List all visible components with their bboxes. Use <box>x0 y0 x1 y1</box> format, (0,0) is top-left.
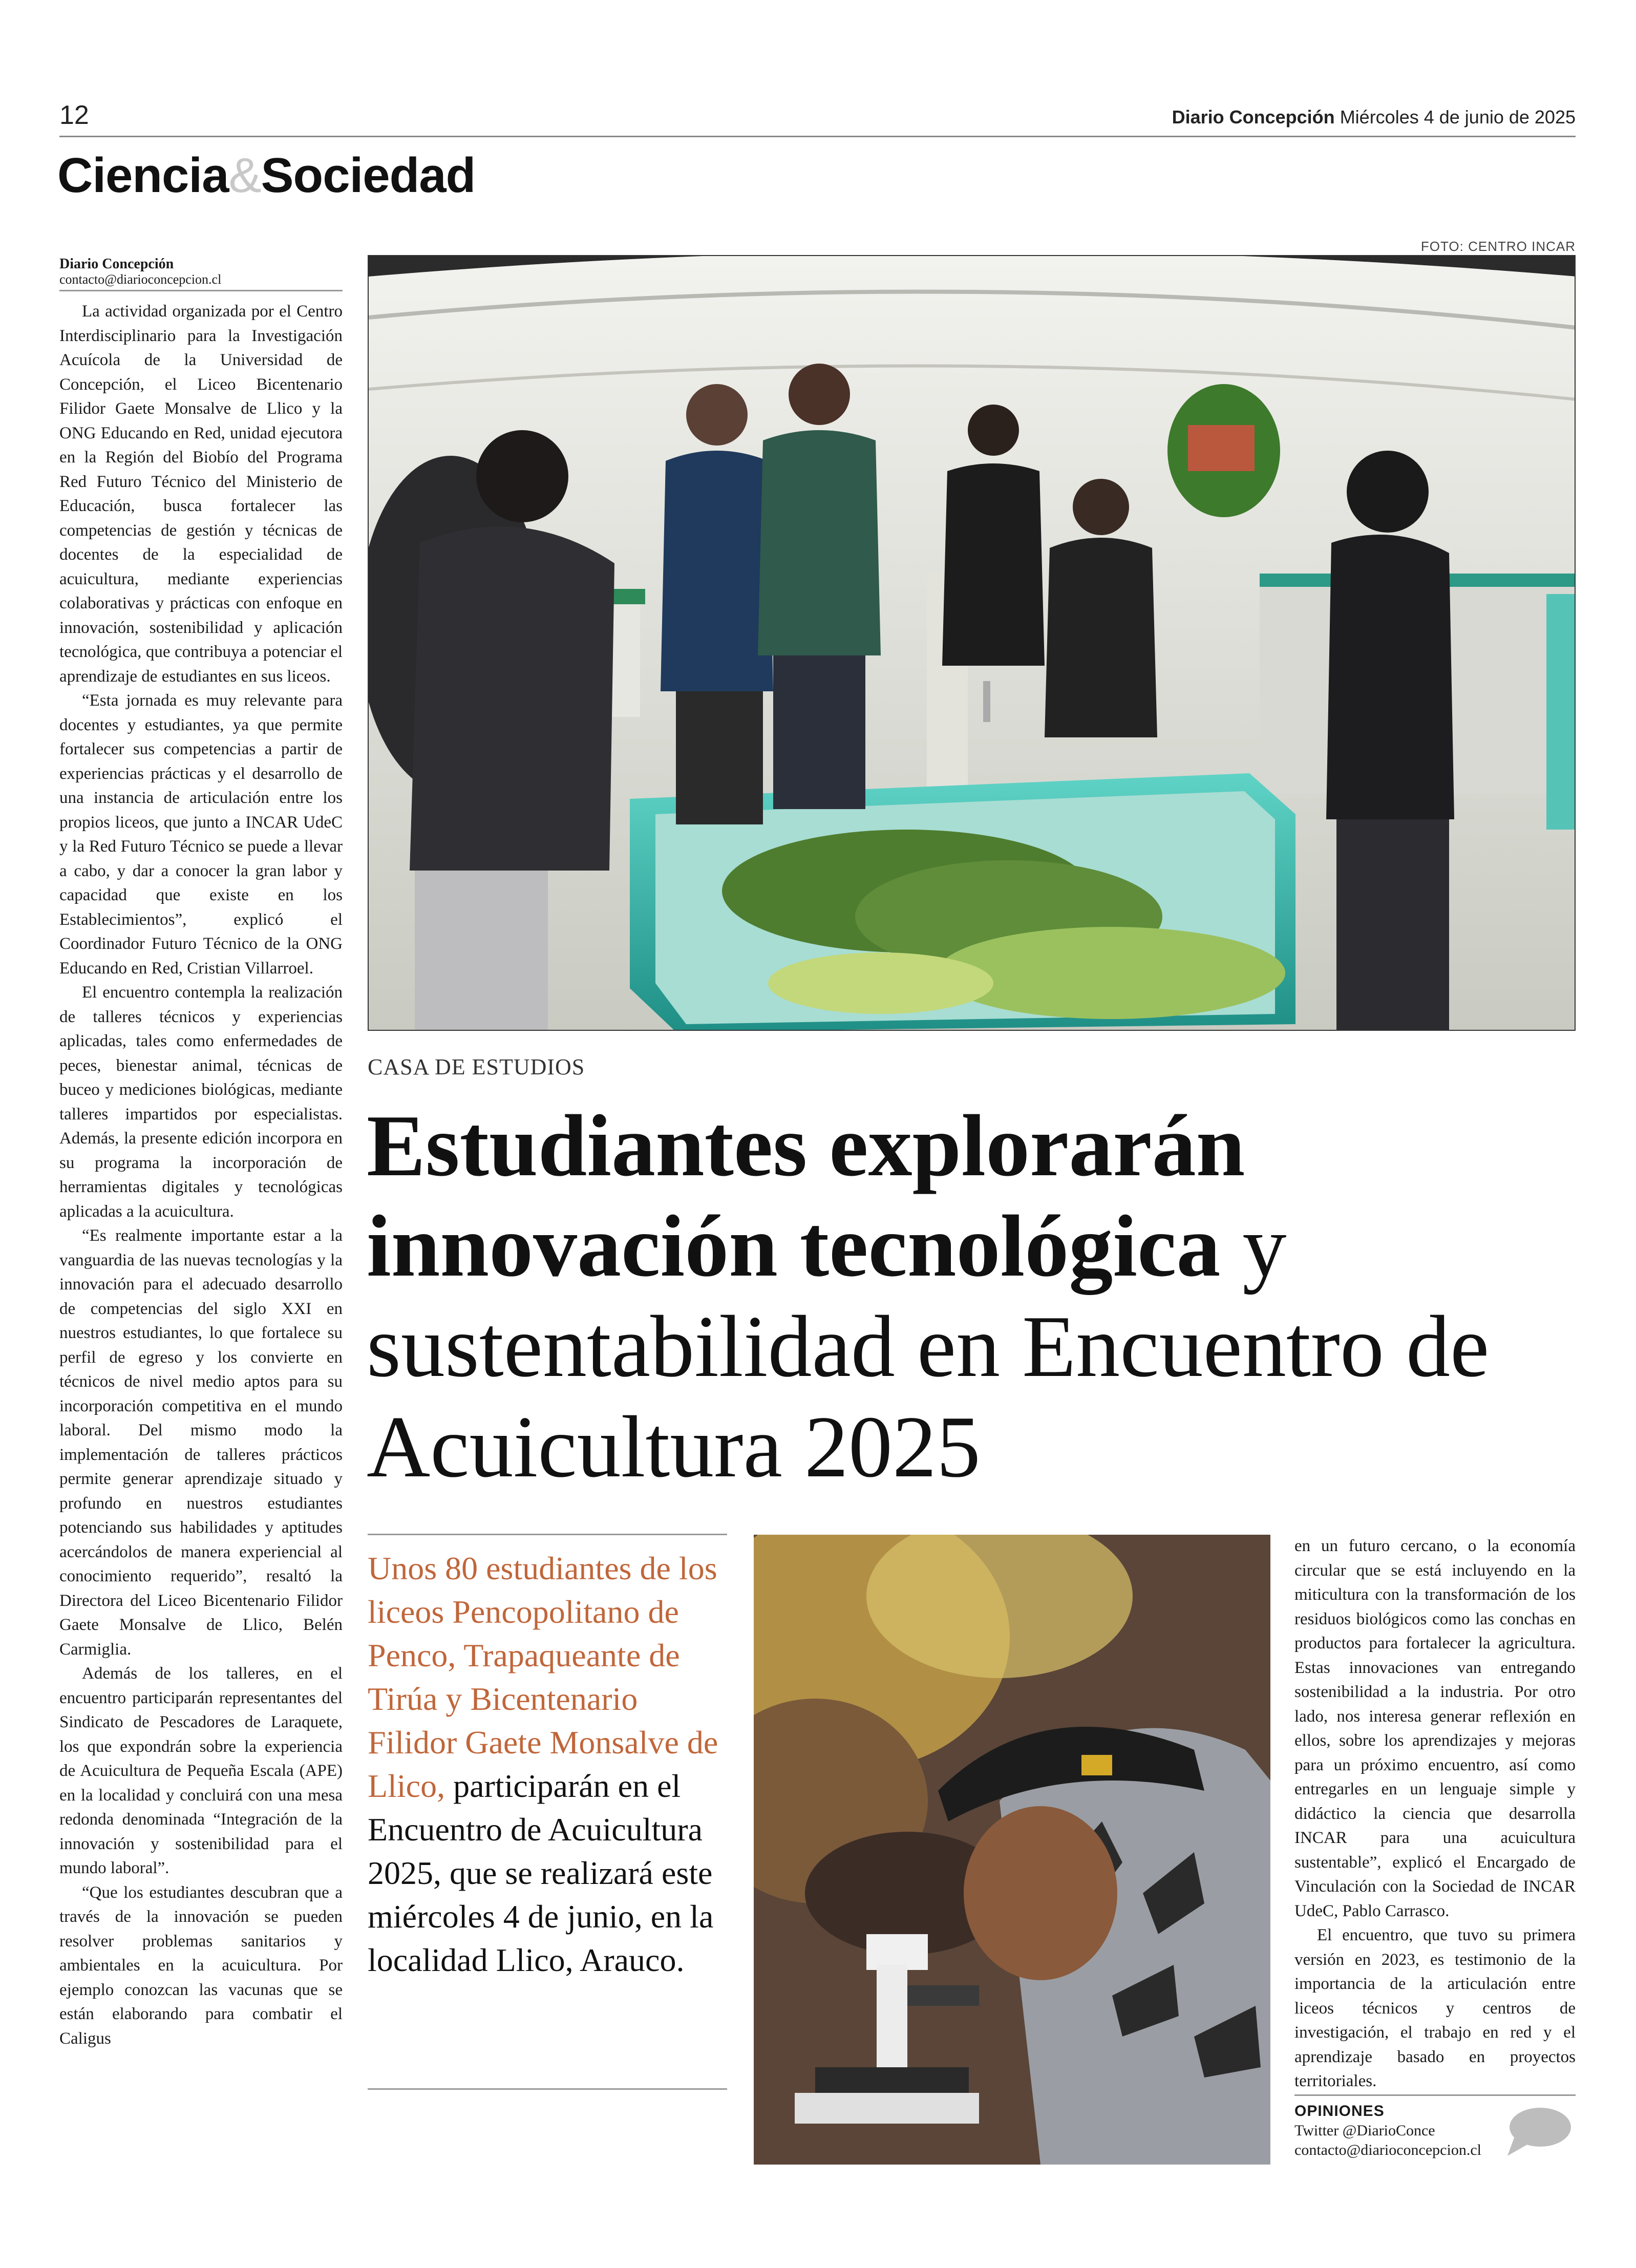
speech-bubble-icon <box>1505 2105 1572 2158</box>
byline-email: contacto@diarioconcepcion.cl <box>59 272 222 287</box>
byline <box>59 256 343 291</box>
headline-bold: Estudiantes explorarán innovación tecnológica <box>367 1097 1245 1295</box>
section-title-left: Ciencia <box>57 148 229 203</box>
opinions-rule <box>1294 2094 1576 2096</box>
paragraph: en un futuro cercano, o la economía circular que se está incluyendo en la miticultura con la transformación de los residuos biológicos como las conchas en productos para fortalecer la agricultura. Estas innovaciones van entregando sostenibilidad a la industria. Por otro lado, nos interesa generar reflexión en ellos, sobre los aprendizajes y mejoras para un próximo encuentro, así como entregarles en un lenguaje simple y didáctico la ciencia que desarrolla INCAR para una acuicultura sustentable”, explicó el Encargado de Vinculación con la Sociedad de INCAR UdeC, Pablo Carrasco. <box>1294 1537 1576 1920</box>
photo-microscope-student <box>754 1535 1270 2165</box>
lead-paragraph <box>368 1546 727 1982</box>
lead-rule-bottom <box>368 2088 727 2090</box>
section-title <box>57 147 475 204</box>
paragraph: “Que los estudiantes descubran que a través de la innovación se pueden resolver problemas sanitarios y ambientales en la acuicultura. Por ejemplo conozcan las vacunas que se están elaborando para combatir el Caligus <box>59 1883 343 2048</box>
opinions-twitter: Twitter @DiarioConce <box>1294 2122 1435 2139</box>
lead-rule-top <box>368 1534 727 1535</box>
headline-rest: y sustentabilidad en Encuentro de Acuicultura 2025 <box>367 1198 1490 1496</box>
section-title-amp: & <box>228 148 261 203</box>
lead-rest: participarán en el Encuentro de Acuicultura 2025, que se realizará este miércoles 4 de junio, en la localidad Llico, Arauco. <box>368 1768 714 1978</box>
paragraph: Además de los talleres, en el encuentro participarán representantes del Sindicato de Pescadores de Laraquete, los que expondrán sobre la experiencia de Acuicultura de Pequeña Escala (APE) en la localidad y concluirá con una mesa redonda denominada “Integración de la innovación y sostenibilidad para el mundo laboral”. <box>59 1664 343 1877</box>
header-rule <box>59 136 1576 137</box>
main-photo-greenhouse <box>368 255 1576 1031</box>
kicker: CASA DE ESTUDIOS <box>368 1054 585 1079</box>
greenhouse-illustration <box>369 256 1576 1031</box>
body-column-right <box>1294 1534 1576 2094</box>
page-number: 12 <box>59 100 89 130</box>
opinions-email: contacto@diarioconcepcion.cl <box>1294 2142 1481 2158</box>
publication-name: Diario Concepción <box>1172 107 1335 128</box>
byline-name: Diario Concepción <box>59 256 174 272</box>
headline <box>367 1096 1585 1497</box>
issue-date: Miércoles 4 de junio de 2025 <box>1340 107 1576 128</box>
paragraph: “Esta jornada es muy relevante para docentes y estudiantes, ya que permite fortalecer sus competencias a partir de experiencias prácticas y el desarrollo de una instancia de articulación entre los propios liceos, que junto a INCAR UdeC y la Red Futuro Técnico se puede a llevar a cabo, y dar a conocer la gran labor y capacidad que existe en los Establecimientos”, explicó el Coordinador Futuro Técnico de la ONG Educando en Red, Cristian Villarroel. <box>59 691 343 978</box>
lead-highlight: Unos 80 estudiantes de los liceos Pencopolitano de Penco, Trapaqueante de Tirúa y Bicentenario Filidor Gaete Monsalve de Llico, <box>368 1550 718 1804</box>
photo-credit: FOTO: CENTRO INCAR <box>1420 239 1576 254</box>
paragraph: El encuentro, que tuvo su primera versión en 2023, es testimonio de la importancia de la articulación entre liceos técnicos y centros de investigación, el trabajo en red y el aprendizaje basado en proyectos territoriales. <box>1294 1926 1576 2090</box>
opinions-label: OPINIONES <box>1294 2103 1385 2119</box>
paragraph: La actividad organizada por el Centro Interdisciplinario para la Investigación Acuícola de la Universidad de Concepción, el Liceo Bicentenario Filidor Gaete Monsalve de Llico y la ONG Educando en Red, unidad ejecutora en la Región del Biobío del Programa Red Futuro Técnico del Ministerio de Educación, busca fortalecer las competencias de gestión y técnicas de docentes de la especialidad de acuicultura, mediante experiencias colaborativas y prácticas con enfoque en innovación, sostenibilidad y aplicación tecnológica, que contribuya a potenciar el aprendizaje de estudiantes en sus liceos. <box>59 302 343 686</box>
microscope-illustration <box>754 1535 1270 2165</box>
section-title-right: Sociedad <box>261 148 476 203</box>
paragraph: “Es realmente importante estar a la vanguardia de las nuevas tecnologías y la innovación para el adecuado desarrollo de competencias del siglo XXI en nuestros estudiantes, lo que fortalece su perfil de egreso y los convierte en técnicos de nivel medio aptos para su incorporación competitiva en el mundo laboral. Del mismo modo la implementación de talleres prácticos permite generar aprendizaje situado y profundo en nuestros estudiantes potenciando sus habilidades y aptitudes acercándolos de manera experiencial al conocimiento requerido”, resaltó la Directora del Liceo Bicentenario Filidor Gaete Monsalve de Llico, Belén Carmiglia. <box>59 1226 343 1659</box>
dateline <box>1172 107 1576 128</box>
body-column-left <box>59 300 343 2051</box>
paragraph: El encuentro contempla la realización de talleres técnicos y experiencias aplicadas, tales como enfermedades de peces, bienestar animal, técnicas de buceo y mediciones biológicas, mediante talleres impartidos por especialistas. Además, la presente edición incorpora en su programa la incorporación de herramientas digitales y tecnológicas aplicadas a la acuicultura. <box>59 983 343 1221</box>
